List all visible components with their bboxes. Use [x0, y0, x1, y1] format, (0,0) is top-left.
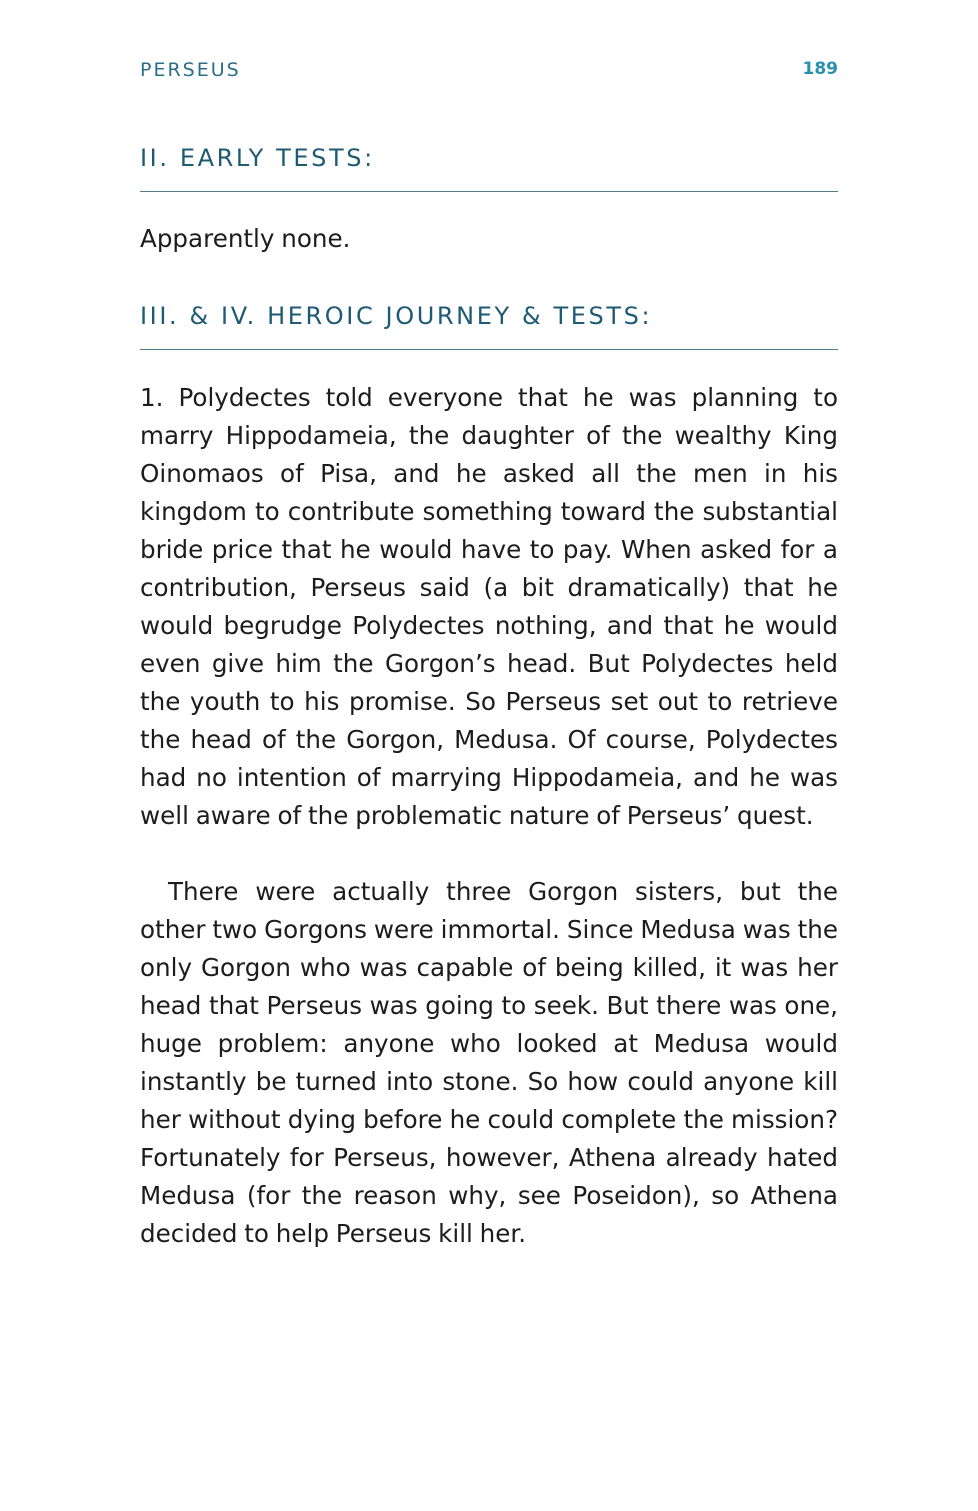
section-heading-heroic-journey: III. & IV. HEROIC JOURNEY & TESTS:: [140, 302, 653, 330]
section-rule: [140, 349, 838, 350]
running-title: PERSEUS: [140, 59, 241, 81]
section-heading-early-tests: II. EARLY TESTS:: [140, 144, 375, 172]
section-rule: [140, 191, 838, 192]
early-tests-text: Apparently none.: [140, 224, 351, 253]
page-number: 189: [802, 59, 838, 79]
body-paragraph-1: 1. Polydectes told everyone that he was planning to marry Hippodameia, the daughter of the wealthy King Oinomaos of Pisa, and he asked all the men in his kingdom to contribute something toward the substantial bride price that he would have to pay. When asked for a contribution, Perseus said (a bit dramatically) that he would begrudge Polydectes nothing, and that he would even give him the Gorgon’s head. But Polydectes held the youth to his promise. So Perseus set out to retrieve the head of the Gorgon, Medusa. Of course, Polydectes had no intention of marrying Hippodameia, and he was well aware of the problematic nature of Perseus’ quest.: [140, 383, 838, 830]
running-head: [140, 59, 838, 83]
body-paragraph-2: There were actually three Gorgon sisters, but the other two Gorgons were immortal. Since Medusa was the only Gorgon who was capable of being killed, it was her head that Perseus was going to seek. But there was one, huge problem: anyone who looked at Medusa would instantly be turned into stone. So how could anyone kill her without dying before he could complete the mission? Fortunately for Perseus, however, Athena already hated Medusa (for the reason why, see Poseidon), so Athena decided to help Perseus kill her.: [140, 877, 838, 1248]
